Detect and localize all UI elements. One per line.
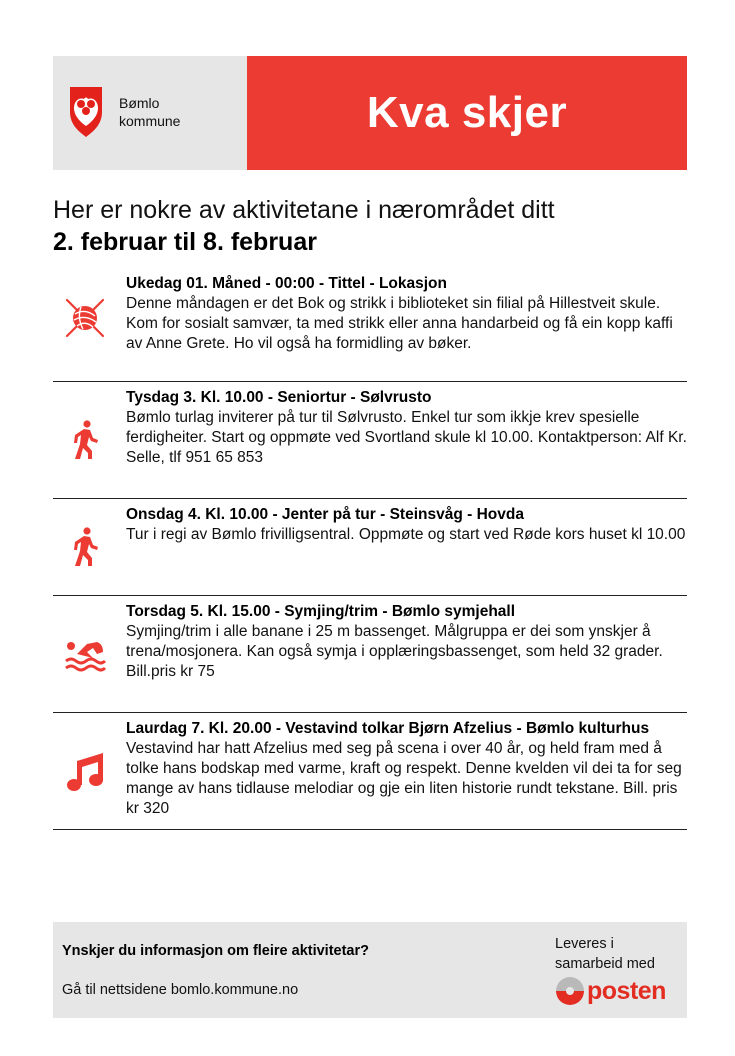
music-note-icon — [63, 749, 107, 793]
event-item — [53, 713, 687, 830]
date-range: 2. februar til 8. februar — [53, 228, 317, 256]
event-heading: Torsdag 5. Kl. 15.00 - Symjing/trim - Bømlo symjehall — [126, 603, 516, 620]
logo-line-1: Bømlo — [119, 95, 160, 111]
partner-line-2: samarbeid med — [555, 956, 655, 972]
website-link[interactable]: Gå til nettsidene bomlo.kommune.no — [62, 982, 299, 998]
event-item — [53, 596, 687, 713]
event-description: Bømlo turlag inviterer på tur til Sølvrusto. Enkel tur som ikkje krev spesielle ferdigheiter. Start og oppmøte ved Svortland skule kl 10.00. Kontaktperson: Alf Kr. Selle, tlf 951 65 853 — [126, 409, 687, 466]
intro — [53, 194, 687, 258]
event-heading: Laurdag 7. Kl. 20.00 - Vestavind tolkar Bjørn Afzelius - Bømlo kulturhus — [126, 720, 650, 737]
info-question: Ynskjer du informasjon om fleire aktivitetar? — [62, 943, 369, 959]
event-list — [53, 268, 687, 830]
footer-panel — [53, 922, 687, 1018]
page-title: Kva skjer — [366, 88, 568, 137]
swimmer-icon — [63, 632, 107, 676]
municipality-logo — [53, 56, 247, 170]
partner-text — [555, 934, 655, 974]
logo-line-2: kommune — [119, 113, 181, 129]
posten-wordmark: posten — [587, 976, 666, 1005]
title-panel — [247, 56, 687, 170]
intro-subtitle: Her er nokre av aktivitetane i nærområdet ditt — [53, 196, 555, 224]
header-banner — [53, 56, 687, 170]
coat-of-arms-icon — [69, 86, 103, 138]
event-description: Vestavind har hatt Afzelius med seg på scena i over 40 år, og held fram med å tolke hans bodskap med varme, kraft og respekt. Denne kvelden vil dei ta for seg mange av hans tidlause melodiar og gje ein liten historie rundt tekstane. Bill. pris kr 320 — [126, 740, 682, 817]
event-heading: Ukedag 01. Måned - 00:00 - Tittel - Lokasjon — [126, 275, 447, 292]
partner-line-1: Leveres i — [555, 936, 614, 952]
posten-logo-icon — [555, 976, 585, 1006]
yarn-knitting-icon — [63, 294, 107, 338]
event-description: Tur i regi av Bømlo frivilligsentral. Oppmøte og start ved Røde kors huset kl 10.00 — [126, 526, 686, 543]
logo-text — [119, 94, 180, 130]
event-heading: Onsdag 4. Kl. 10.00 - Jenter på tur - Steinsvåg - Hovda — [126, 506, 524, 523]
event-item — [53, 499, 687, 596]
posten-logo — [555, 976, 666, 1006]
event-heading: Tysdag 3. Kl. 10.00 - Seniortur - Sølvrusto — [126, 389, 432, 406]
event-item — [53, 382, 687, 499]
event-description: Symjing/trim i alle banane i 25 m bassenget. Målgruppa er dei som ynskjer å trena/mosjonera. Kan også symja i opplæringsbassenget, som held 32 grader. Bill.pris kr 75 — [126, 623, 663, 680]
event-item — [53, 268, 687, 382]
event-description: Denne måndagen er det Bok og strikk i biblioteket sin filial på Hillestveit skule. Kom for sosialt samvær, ta med strikk eller anna handarbeid og få ein kopp kaffi av Anne Grete. Ho vil også ha formidling av bøker. — [126, 295, 673, 352]
walking-person-icon — [63, 418, 107, 462]
walking-person-icon — [63, 525, 107, 569]
